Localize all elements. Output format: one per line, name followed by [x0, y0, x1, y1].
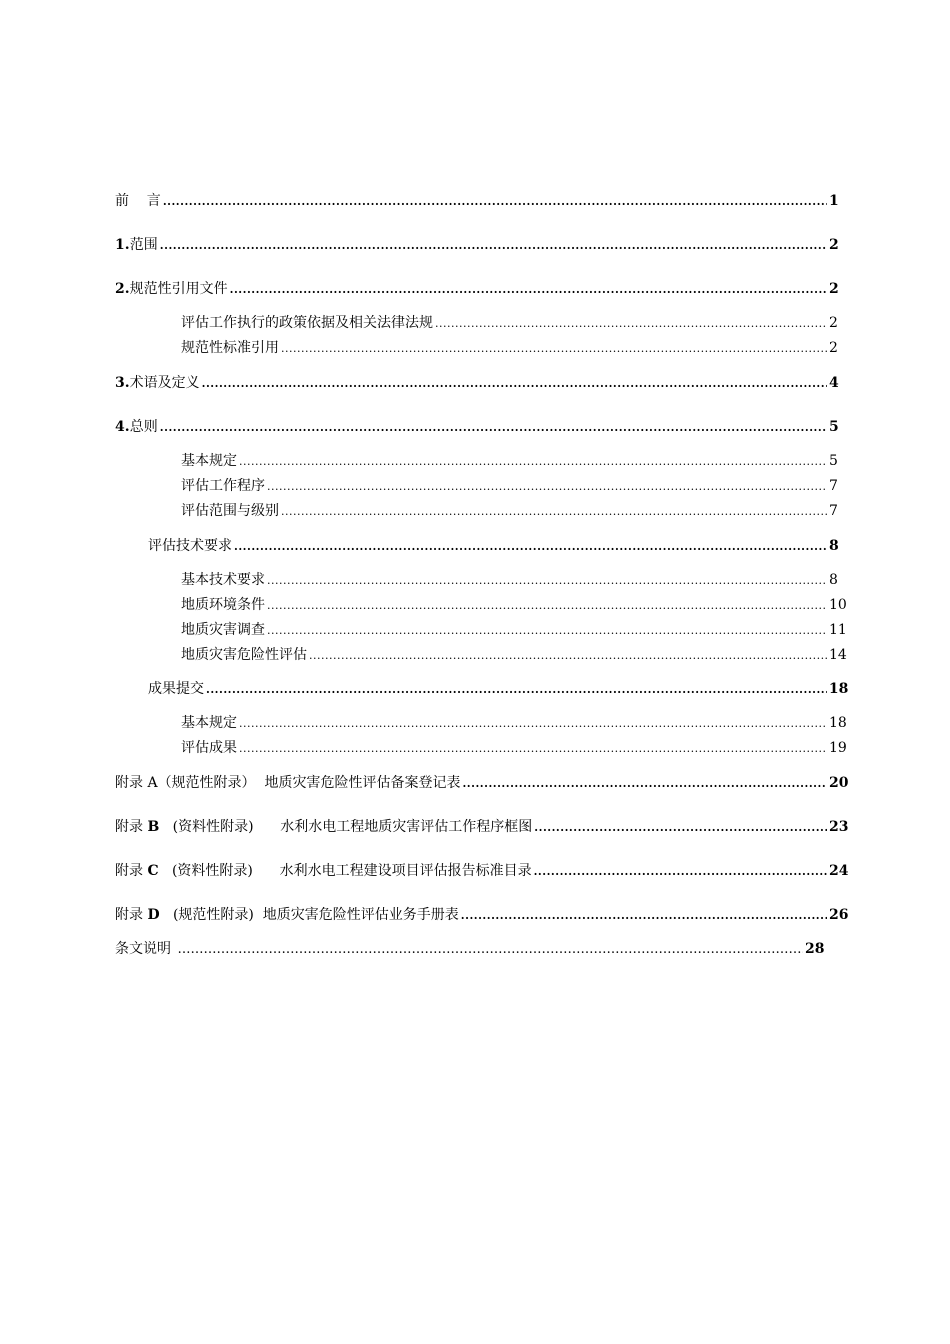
toc-leader	[206, 683, 827, 696]
toc-entry-2-1[interactable]	[181, 312, 837, 332]
toc-label: 术语及定义	[129, 375, 200, 391]
toc-entry-5-4[interactable]	[181, 644, 847, 664]
toc-page: 8	[829, 538, 839, 554]
toc-entry-4[interactable]	[115, 416, 837, 436]
toc-label: （规范性附录） 地质灾害危险性评估备案登记表	[157, 775, 461, 791]
toc-leader	[534, 821, 827, 834]
toc-entry-4-1[interactable]	[181, 450, 837, 470]
toc-entry-appendix-c[interactable]	[115, 860, 849, 880]
toc-entry-5[interactable]	[148, 535, 837, 555]
toc-label: 地质灾害危险性评估	[181, 647, 307, 663]
toc-appendix-prefix: 附录	[115, 907, 148, 923]
toc-entry-notes[interactable]	[115, 938, 825, 958]
toc-page: 11	[829, 622, 847, 638]
toc-entry-appendix-a[interactable]	[115, 772, 849, 792]
toc-leader	[239, 717, 827, 730]
toc-number: 2.	[115, 281, 130, 297]
toc-leader	[281, 342, 827, 355]
toc-label: 总则	[129, 419, 158, 435]
toc-leader	[230, 283, 827, 296]
toc-entry-appendix-b[interactable]	[115, 816, 849, 836]
toc-leader	[534, 865, 827, 878]
toc-leader	[267, 480, 827, 493]
toc-page: 7	[829, 478, 838, 494]
toc-entry-6-2[interactable]	[181, 737, 847, 757]
toc-page: 7	[829, 503, 838, 519]
toc-entry-2-2[interactable]	[181, 337, 837, 357]
toc-entry-3[interactable]	[115, 372, 837, 392]
toc-label: 规范性标准引用	[181, 340, 279, 356]
toc-leader	[177, 942, 803, 957]
toc-leader	[461, 909, 827, 922]
toc-leader	[267, 574, 827, 587]
toc-entry-5-3[interactable]	[181, 619, 847, 639]
toc-page: 2	[829, 281, 839, 297]
toc-number: 3.	[115, 375, 130, 391]
toc-page: 5	[829, 419, 839, 435]
toc-label: 成果提交	[148, 681, 204, 697]
toc-page: 28	[805, 941, 825, 957]
toc-label: 地质灾害调查	[181, 622, 265, 638]
toc-label: 评估工作程序	[181, 478, 265, 494]
toc-entry-appendix-d[interactable]	[115, 904, 849, 924]
toc-label: 基本规定	[181, 715, 237, 731]
toc-entry-5-2[interactable]	[181, 594, 847, 614]
toc-entry-6[interactable]	[148, 678, 849, 698]
toc-page: 26	[829, 907, 849, 923]
toc-appendix-letter: D	[147, 907, 160, 923]
toc-appendix-letter: B	[147, 819, 160, 835]
toc-appendix-prefix: 附录	[115, 863, 148, 879]
toc-label: 评估技术要求	[148, 538, 232, 554]
toc-page: 18	[828, 681, 849, 697]
toc-label: 规范性引用文件	[129, 281, 228, 297]
toc-page: 14	[829, 647, 847, 663]
toc-page: 23	[829, 819, 849, 835]
toc-label: (资料性附录) 水利水电工程地质灾害评估工作程序框图	[159, 819, 533, 835]
toc-page: 2	[829, 340, 838, 356]
toc-entry-1[interactable]	[115, 234, 837, 254]
toc-entry-2[interactable]	[115, 278, 837, 298]
toc-label: 评估工作执行的政策依据及相关法律法规	[181, 315, 433, 331]
toc-page: 2	[829, 237, 839, 253]
toc-leader	[309, 649, 827, 662]
toc-label: 评估范围与级别	[181, 503, 279, 519]
toc-appendix-prefix: 附录 A	[115, 775, 158, 791]
toc-leader	[163, 195, 827, 208]
toc-label: 条文说明	[115, 941, 176, 957]
toc-label: 基本规定	[181, 453, 237, 469]
toc-page: 20	[829, 775, 849, 791]
toc-page: 4	[829, 375, 839, 391]
toc-leader	[160, 421, 827, 434]
toc-page: 8	[829, 572, 838, 588]
toc-label: 前 言	[115, 193, 161, 209]
toc-entry-foreword[interactable]	[115, 190, 837, 210]
toc-appendix-letter: C	[147, 863, 159, 879]
toc-leader	[239, 742, 827, 755]
toc-label: 地质环境条件	[181, 597, 265, 613]
page-title	[0, 120, 950, 138]
toc-label: 范围	[129, 237, 158, 253]
toc-leader	[202, 377, 827, 390]
toc-entry-4-2[interactable]	[181, 475, 837, 495]
toc-page: 2	[829, 315, 838, 331]
toc-label: (规范性附录) 地质灾害危险性评估业务手册表	[159, 907, 459, 923]
toc-entry-5-1[interactable]	[181, 569, 837, 589]
toc-leader	[435, 317, 827, 330]
toc-page: 5	[829, 453, 838, 469]
toc-leader	[462, 777, 827, 790]
toc-page: 19	[829, 740, 847, 756]
toc-label: 基本技术要求	[181, 572, 265, 588]
toc-leader	[239, 455, 827, 468]
toc-leader	[267, 624, 827, 637]
toc-label: (资料性附录) 水利水电工程建设项目评估报告标准目录	[158, 863, 532, 879]
toc-leader	[267, 599, 827, 612]
toc-page: 18	[829, 715, 847, 731]
toc-page: 10	[829, 597, 847, 613]
toc-page: 24	[829, 863, 849, 879]
toc-appendix-prefix: 附录	[115, 819, 148, 835]
toc-number: 1.	[115, 237, 130, 253]
toc-label: 评估成果	[181, 740, 237, 756]
toc-entry-6-1[interactable]	[181, 712, 847, 732]
toc-leader	[160, 239, 827, 252]
toc-page: 1	[829, 193, 839, 209]
toc-leader	[281, 505, 827, 518]
toc-number: 4.	[115, 419, 130, 435]
toc-leader	[234, 540, 827, 553]
toc-entry-4-3[interactable]	[181, 500, 837, 520]
